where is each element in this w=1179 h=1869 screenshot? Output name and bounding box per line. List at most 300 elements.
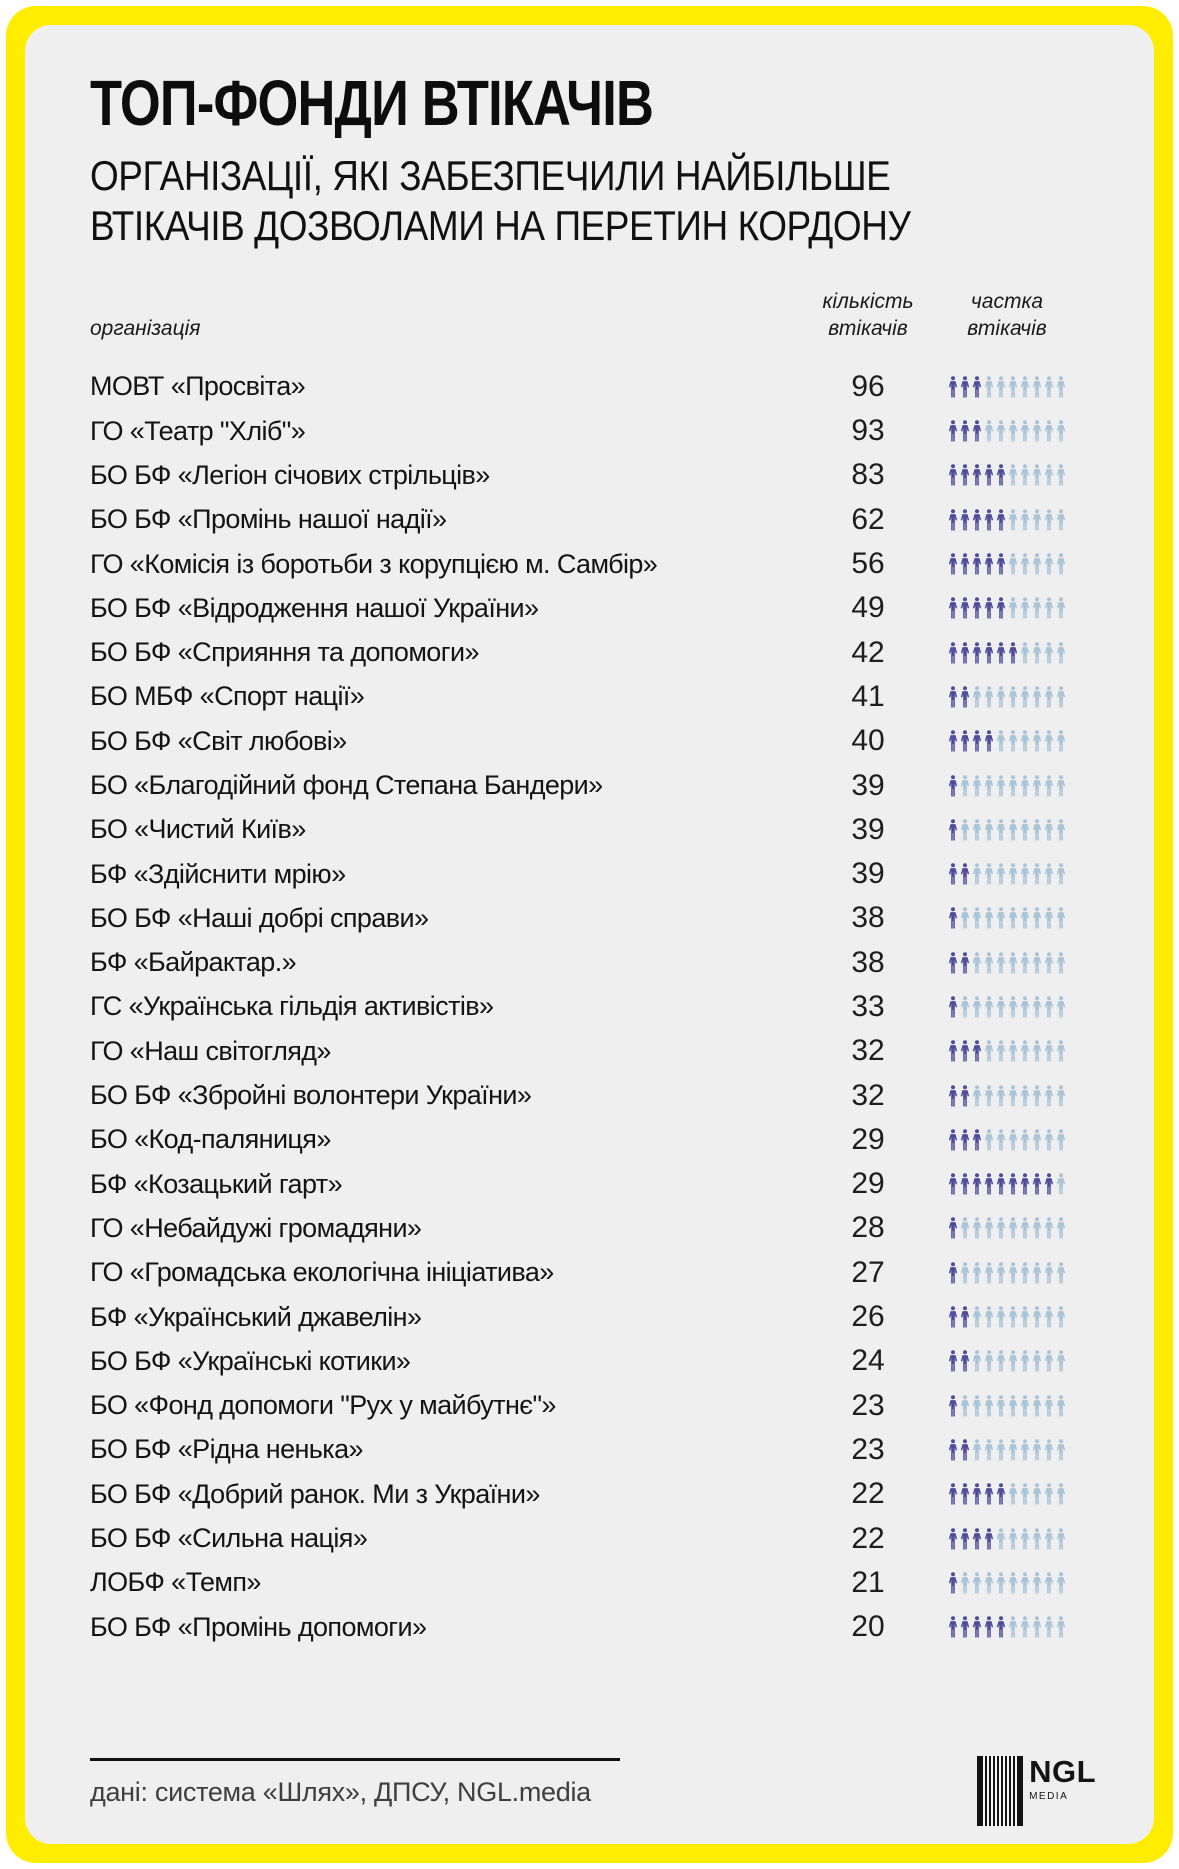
- person-icon: [960, 1305, 970, 1329]
- person-icon: [972, 1438, 982, 1462]
- fugitive-count: 24: [851, 1344, 885, 1378]
- person-icon: [1008, 951, 1018, 975]
- person-icon: [1032, 1039, 1042, 1063]
- person-icon: [996, 1571, 1006, 1595]
- person-icon: [1008, 1438, 1018, 1462]
- person-icon: [1008, 862, 1018, 886]
- person-icon: [948, 1349, 958, 1373]
- ngl-media-logo: [977, 1756, 1096, 1826]
- person-icon: [1008, 1084, 1018, 1108]
- person-icon: [972, 862, 982, 886]
- subtitle-line-2: ВТІКАЧІВ ДОЗВОЛАМИ НА ПЕРЕТИН КОРДОНУ: [90, 201, 911, 249]
- fugitive-count: 23: [851, 1432, 885, 1466]
- person-icon: [960, 1349, 970, 1373]
- share-pictogram: [948, 596, 1066, 620]
- share-pictogram: [948, 641, 1066, 665]
- person-icon: [972, 1084, 982, 1108]
- person-icon: [996, 1615, 1006, 1639]
- person-icon: [1032, 1571, 1042, 1595]
- person-icon: [1044, 995, 1054, 1019]
- org-table: [90, 365, 1066, 1650]
- person-icon: [1044, 906, 1054, 930]
- person-icon: [1008, 1349, 1018, 1373]
- person-icon: [960, 596, 970, 620]
- person-icon: [948, 1571, 958, 1595]
- person-icon: [1020, 1482, 1030, 1506]
- table-row: [90, 586, 1066, 630]
- person-icon: [948, 1261, 958, 1285]
- person-icon: [1044, 729, 1054, 753]
- person-icon: [972, 1172, 982, 1196]
- person-icon: [1044, 862, 1054, 886]
- person-icon: [1008, 818, 1018, 842]
- person-icon: [960, 818, 970, 842]
- table-row: [90, 1295, 1066, 1339]
- person-icon: [984, 1261, 994, 1285]
- table-column-headers: [90, 288, 1066, 343]
- person-icon: [960, 862, 970, 886]
- fugitive-count: 23: [851, 1388, 885, 1422]
- organization-name: ГО «Наш світогляд»: [90, 1035, 331, 1066]
- fugitive-count: 21: [851, 1565, 885, 1599]
- person-icon: [1008, 463, 1018, 487]
- person-icon: [1044, 685, 1054, 709]
- table-row: [90, 763, 1066, 807]
- share-pictogram: [948, 375, 1066, 399]
- person-icon: [1008, 1305, 1018, 1329]
- person-icon: [996, 906, 1006, 930]
- table-row: [90, 1472, 1066, 1516]
- person-icon: [948, 818, 958, 842]
- organization-name: ГО «Комісія із боротьби з корупцією м. Самбір»: [90, 548, 658, 579]
- person-icon: [972, 729, 982, 753]
- person-icon: [1032, 1349, 1042, 1373]
- person-icon: [948, 375, 958, 399]
- share-pictogram: [948, 1128, 1066, 1152]
- person-icon: [960, 995, 970, 1019]
- person-icon: [1056, 1482, 1066, 1506]
- barcode-icon: [977, 1756, 1023, 1826]
- person-icon: [1044, 1349, 1054, 1373]
- organization-name: БО БФ «Промінь допомоги»: [90, 1611, 427, 1642]
- person-icon: [1020, 1084, 1030, 1108]
- person-icon: [948, 1394, 958, 1418]
- person-icon: [1056, 1216, 1066, 1240]
- person-icon: [996, 951, 1006, 975]
- person-icon: [1044, 774, 1054, 798]
- ngl-logo-text: NGL MEDIA: [1029, 1754, 1096, 1802]
- person-icon: [948, 596, 958, 620]
- person-icon: [1056, 951, 1066, 975]
- person-icon: [948, 1039, 958, 1063]
- person-icon: [1056, 1084, 1066, 1108]
- share-pictogram: [948, 729, 1066, 753]
- person-icon: [972, 1216, 982, 1240]
- organization-name: БО МБФ «Спорт нації»: [90, 681, 365, 712]
- share-pictogram: [948, 1438, 1066, 1462]
- person-icon: [960, 729, 970, 753]
- person-icon: [996, 1172, 1006, 1196]
- person-icon: [948, 685, 958, 709]
- person-icon: [972, 463, 982, 487]
- person-icon: [1020, 552, 1030, 576]
- person-icon: [1008, 729, 1018, 753]
- table-row: [90, 1516, 1066, 1560]
- person-icon: [1008, 596, 1018, 620]
- fugitive-count: 26: [851, 1300, 885, 1334]
- footer: [90, 1754, 1114, 1808]
- fugitive-count: 49: [851, 591, 885, 625]
- person-icon: [1032, 463, 1042, 487]
- person-icon: [1032, 906, 1042, 930]
- share-pictogram: [948, 1482, 1066, 1506]
- organization-name: БО «Код-паляниця»: [90, 1124, 331, 1155]
- person-icon: [1020, 951, 1030, 975]
- person-icon: [1020, 641, 1030, 665]
- person-icon: [1056, 552, 1066, 576]
- person-icon: [984, 951, 994, 975]
- fugitive-count: 56: [851, 547, 885, 581]
- person-icon: [960, 1527, 970, 1551]
- person-icon: [1020, 1394, 1030, 1418]
- person-icon: [984, 1084, 994, 1108]
- person-icon: [972, 641, 982, 665]
- person-icon: [1044, 1172, 1054, 1196]
- person-icon: [996, 774, 1006, 798]
- person-icon: [996, 419, 1006, 443]
- share-pictogram: [948, 862, 1066, 886]
- person-icon: [948, 1527, 958, 1551]
- person-icon: [1020, 1571, 1030, 1595]
- share-pictogram: [948, 995, 1066, 1019]
- person-icon: [972, 906, 982, 930]
- person-icon: [1032, 1128, 1042, 1152]
- share-pictogram: [948, 1261, 1066, 1285]
- fugitive-count: 29: [851, 1122, 885, 1156]
- table-row: [90, 675, 1066, 719]
- fugitive-count: 22: [851, 1521, 885, 1555]
- table-row: [90, 1384, 1066, 1428]
- organization-name: БО БФ «Збройні волонтери України»: [90, 1080, 532, 1111]
- person-icon: [1032, 1261, 1042, 1285]
- organization-name: ГО «Громадська екологічна ініціатива»: [90, 1257, 554, 1288]
- person-icon: [984, 862, 994, 886]
- person-icon: [996, 1039, 1006, 1063]
- person-icon: [972, 774, 982, 798]
- person-icon: [1056, 1615, 1066, 1639]
- person-icon: [1020, 419, 1030, 443]
- table-row: [90, 498, 1066, 542]
- person-icon: [996, 862, 1006, 886]
- person-icon: [1044, 1615, 1054, 1639]
- person-icon: [1020, 508, 1030, 532]
- person-icon: [984, 995, 994, 1019]
- fugitive-count: 62: [851, 502, 885, 536]
- person-icon: [948, 951, 958, 975]
- person-icon: [1032, 951, 1042, 975]
- fugitive-count: 29: [851, 1167, 885, 1201]
- person-icon: [996, 995, 1006, 1019]
- person-icon: [972, 552, 982, 576]
- fugitive-count: 39: [851, 857, 885, 891]
- share-pictogram: [948, 951, 1066, 975]
- table-row: [90, 542, 1066, 586]
- person-icon: [1008, 375, 1018, 399]
- person-icon: [972, 596, 982, 620]
- person-icon: [960, 419, 970, 443]
- person-icon: [948, 729, 958, 753]
- person-icon: [960, 685, 970, 709]
- person-icon: [1008, 1394, 1018, 1418]
- person-icon: [960, 1216, 970, 1240]
- person-icon: [948, 419, 958, 443]
- person-icon: [1020, 995, 1030, 1019]
- person-icon: [1008, 641, 1018, 665]
- person-icon: [1008, 1172, 1018, 1196]
- person-icon: [996, 1527, 1006, 1551]
- person-icon: [948, 1084, 958, 1108]
- person-icon: [972, 1482, 982, 1506]
- person-icon: [984, 508, 994, 532]
- person-icon: [1032, 1438, 1042, 1462]
- person-icon: [960, 1615, 970, 1639]
- person-icon: [984, 375, 994, 399]
- person-icon: [1056, 1039, 1066, 1063]
- person-icon: [1056, 729, 1066, 753]
- share-pictogram: [948, 685, 1066, 709]
- organization-name: БО БФ «Сильна нація»: [90, 1523, 368, 1554]
- fugitive-count: 96: [851, 369, 885, 403]
- person-icon: [1020, 463, 1030, 487]
- person-icon: [948, 1305, 958, 1329]
- person-icon: [960, 1128, 970, 1152]
- share-pictogram: [948, 463, 1066, 487]
- person-icon: [1008, 906, 1018, 930]
- subtitle-line-1: ОРГАНІЗАЦІЇ, ЯКІ ЗАБЕЗПЕЧИЛИ НАЙБІЛЬШЕ: [90, 152, 891, 199]
- person-icon: [984, 596, 994, 620]
- table-row: [90, 896, 1066, 940]
- person-icon: [984, 419, 994, 443]
- person-icon: [948, 1438, 958, 1462]
- person-icon: [1008, 1128, 1018, 1152]
- table-row: [90, 1561, 1066, 1605]
- person-icon: [1056, 1438, 1066, 1462]
- share-pictogram: [948, 1349, 1066, 1373]
- person-icon: [948, 906, 958, 930]
- organization-name: БО БФ «Промінь нашої надії»: [90, 504, 447, 535]
- person-icon: [1056, 1128, 1066, 1152]
- organization-name: БФ «Байрактар.»: [90, 947, 297, 978]
- organization-name: БО БФ «Рідна ненька»: [90, 1434, 363, 1465]
- person-icon: [996, 1305, 1006, 1329]
- fugitive-count: 22: [851, 1477, 885, 1511]
- person-icon: [948, 463, 958, 487]
- person-icon: [1044, 1571, 1054, 1595]
- person-icon: [1008, 1571, 1018, 1595]
- table-row: [90, 1073, 1066, 1117]
- person-icon: [1008, 1261, 1018, 1285]
- fugitive-count: 40: [851, 724, 885, 758]
- person-icon: [1032, 995, 1042, 1019]
- table-row: [90, 1118, 1066, 1162]
- table-row: [90, 409, 1066, 453]
- person-icon: [984, 641, 994, 665]
- share-pictogram: [948, 1615, 1066, 1639]
- person-icon: [984, 463, 994, 487]
- table-row: [90, 1206, 1066, 1250]
- person-icon: [1020, 862, 1030, 886]
- person-icon: [1056, 906, 1066, 930]
- person-icon: [1008, 1527, 1018, 1551]
- fugitive-count: 27: [851, 1255, 885, 1289]
- person-icon: [1044, 1084, 1054, 1108]
- person-icon: [996, 818, 1006, 842]
- person-icon: [1032, 375, 1042, 399]
- table-row: [90, 1029, 1066, 1073]
- person-icon: [1008, 1615, 1018, 1639]
- person-icon: [960, 1482, 970, 1506]
- page-title: ТОП-ФОНДИ ВТІКАЧІВ: [90, 67, 654, 139]
- person-icon: [984, 906, 994, 930]
- person-icon: [1056, 1349, 1066, 1373]
- person-icon: [996, 1216, 1006, 1240]
- person-icon: [972, 995, 982, 1019]
- person-icon: [1020, 1261, 1030, 1285]
- person-icon: [960, 774, 970, 798]
- person-icon: [984, 1527, 994, 1551]
- table-row: [90, 985, 1066, 1029]
- share-pictogram: [948, 1172, 1066, 1196]
- person-icon: [1044, 1039, 1054, 1063]
- data-source-text: дані: система «Шлях», ДПСУ, NGL.media: [90, 1777, 591, 1807]
- share-pictogram: [948, 818, 1066, 842]
- person-icon: [1044, 463, 1054, 487]
- person-icon: [1056, 1172, 1066, 1196]
- organization-name: БО БФ «Сприяння та допомоги»: [90, 637, 479, 668]
- organization-name: БО БФ «Відродження нашої України»: [90, 592, 539, 623]
- person-icon: [972, 1615, 982, 1639]
- person-icon: [960, 1261, 970, 1285]
- person-icon: [972, 508, 982, 532]
- person-icon: [972, 1261, 982, 1285]
- fugitive-count: 83: [851, 458, 885, 492]
- person-icon: [960, 508, 970, 532]
- column-header-share: частка втікачів: [967, 290, 1047, 341]
- person-icon: [984, 729, 994, 753]
- person-icon: [948, 1172, 958, 1196]
- person-icon: [1020, 1172, 1030, 1196]
- person-icon: [1032, 774, 1042, 798]
- person-icon: [1056, 641, 1066, 665]
- person-icon: [984, 1438, 994, 1462]
- person-icon: [1020, 729, 1030, 753]
- person-icon: [1056, 1527, 1066, 1551]
- person-icon: [1032, 1527, 1042, 1551]
- person-icon: [960, 1039, 970, 1063]
- person-icon: [996, 508, 1006, 532]
- person-icon: [948, 995, 958, 1019]
- person-icon: [1044, 375, 1054, 399]
- person-icon: [996, 1084, 1006, 1108]
- person-icon: [984, 552, 994, 576]
- table-row: [90, 1428, 1066, 1472]
- person-icon: [960, 641, 970, 665]
- person-icon: [996, 641, 1006, 665]
- organization-name: БФ «Козацький гарт»: [90, 1168, 342, 1199]
- person-icon: [984, 1349, 994, 1373]
- organization-name: БО БФ «Наші добрі справи»: [90, 902, 429, 933]
- person-icon: [1032, 818, 1042, 842]
- person-icon: [1008, 1216, 1018, 1240]
- table-row: [90, 630, 1066, 674]
- person-icon: [948, 862, 958, 886]
- person-icon: [1044, 596, 1054, 620]
- fugitive-count: 38: [851, 945, 885, 979]
- fugitive-count: 42: [851, 635, 885, 669]
- person-icon: [1032, 1482, 1042, 1506]
- fugitive-count: 32: [851, 1034, 885, 1068]
- person-icon: [1020, 596, 1030, 620]
- person-icon: [972, 1305, 982, 1329]
- organization-name: ЛОБФ «Темп»: [90, 1567, 261, 1598]
- organization-name: БО БФ «Добрий ранок. Ми з України»: [90, 1478, 540, 1509]
- person-icon: [1008, 552, 1018, 576]
- person-icon: [960, 552, 970, 576]
- person-icon: [1032, 1084, 1042, 1108]
- person-icon: [1032, 641, 1042, 665]
- person-icon: [948, 508, 958, 532]
- person-icon: [1032, 419, 1042, 443]
- person-icon: [948, 641, 958, 665]
- person-icon: [1056, 1305, 1066, 1329]
- person-icon: [1044, 1305, 1054, 1329]
- organization-name: БО БФ «Українські котики»: [90, 1345, 411, 1376]
- person-icon: [984, 1615, 994, 1639]
- person-icon: [960, 1571, 970, 1595]
- organization-name: БО «Чистий Київ»: [90, 814, 306, 845]
- person-icon: [1032, 552, 1042, 576]
- person-icon: [1044, 1394, 1054, 1418]
- person-icon: [1056, 774, 1066, 798]
- person-icon: [948, 1615, 958, 1639]
- person-icon: [1044, 1128, 1054, 1152]
- person-icon: [972, 951, 982, 975]
- person-icon: [1032, 508, 1042, 532]
- person-icon: [972, 1394, 982, 1418]
- person-icon: [1020, 1615, 1030, 1639]
- content-area: [90, 25, 1066, 1649]
- table-row: [90, 1605, 1066, 1649]
- table-row: [90, 852, 1066, 896]
- person-icon: [1056, 995, 1066, 1019]
- person-icon: [1056, 818, 1066, 842]
- person-icon: [996, 729, 1006, 753]
- fugitive-count: 33: [851, 989, 885, 1023]
- share-pictogram: [948, 774, 1066, 798]
- fugitive-count: 39: [851, 768, 885, 802]
- organization-name: МОВТ «Просвіта»: [90, 371, 306, 402]
- person-icon: [960, 1084, 970, 1108]
- organization-name: ГС «Українська гільдія активістів»: [90, 991, 494, 1022]
- table-row: [90, 1251, 1066, 1295]
- person-icon: [1020, 1216, 1030, 1240]
- person-icon: [1044, 552, 1054, 576]
- footer-divider: [90, 1758, 620, 1761]
- person-icon: [960, 1394, 970, 1418]
- person-icon: [972, 1527, 982, 1551]
- person-icon: [984, 1305, 994, 1329]
- fugitive-count: 38: [851, 901, 885, 935]
